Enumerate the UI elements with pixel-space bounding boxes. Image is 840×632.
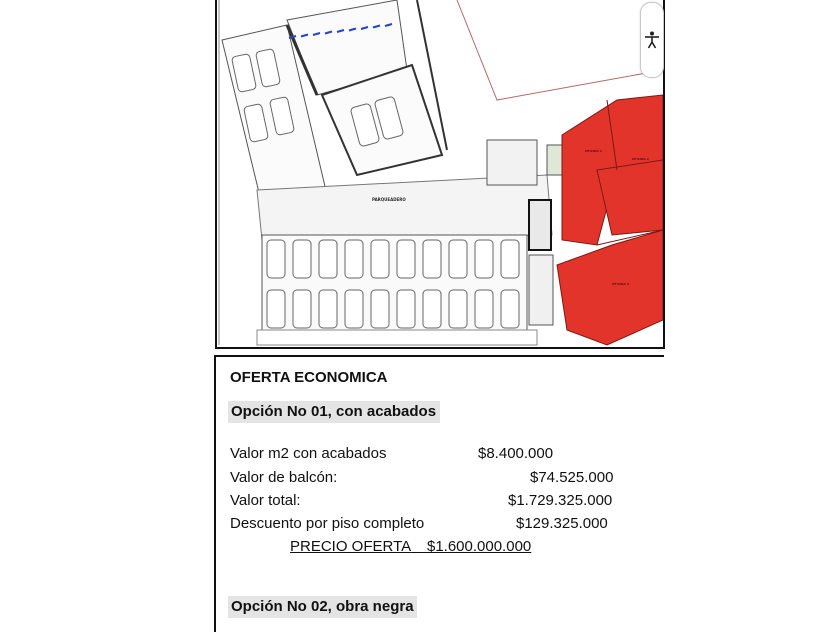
- office-label-3: OFICINA 3: [612, 282, 629, 286]
- parking-car-outline: [371, 290, 389, 328]
- option-2-heading: Opción No 02, obra negra: [228, 596, 417, 618]
- accessibility-person-icon: [644, 31, 660, 49]
- parking-car-outline: [475, 240, 493, 278]
- room-label-parqueadero: PARQUEADERO: [372, 197, 406, 202]
- parking-car-outline: [423, 290, 441, 328]
- floor-plan-image: [215, 0, 665, 349]
- parking-car-outline: [397, 290, 415, 328]
- parking-car-outline: [293, 290, 311, 328]
- offer-row-label: Valor m2 con acabados: [230, 445, 387, 462]
- floor-plan-drawing: [217, 0, 663, 347]
- offer-row-label: Descuento por piso completo: [230, 515, 425, 532]
- offer-row-value: $1.729.325.000: [508, 492, 613, 509]
- offer-row: [230, 469, 650, 489]
- offer-document: [214, 355, 664, 632]
- offer-title: OFERTA ECONOMICA: [230, 369, 388, 386]
- offer-row-label: Valor total:: [230, 492, 301, 509]
- price-value: $1.600.000.000: [426, 538, 532, 555]
- office-label-2: OFICINA 2: [632, 157, 649, 161]
- offer-row: [230, 515, 650, 535]
- parking-car-outline: [397, 240, 415, 278]
- parking-car-outline: [345, 240, 363, 278]
- parking-car-outline: [267, 290, 285, 328]
- price-label: PRECIO OFERTA: [290, 538, 411, 555]
- offer-row: [230, 492, 650, 512]
- offer-row-label: Valor de balcón:: [230, 469, 338, 486]
- accessibility-button[interactable]: [640, 2, 664, 78]
- parking-car-outline: [449, 240, 467, 278]
- parking-car-outline: [371, 240, 389, 278]
- parking-car-outline: [475, 290, 493, 328]
- parking-car-outline: [423, 240, 441, 278]
- offer-row-value: $74.525.000: [530, 469, 614, 486]
- parking-car-outline: [293, 240, 311, 278]
- office-label-1: OFICINA 1: [585, 149, 602, 153]
- parking-car-outline: [267, 240, 285, 278]
- parking-car-outline: [449, 290, 467, 328]
- offer-row-value: $8.400.000: [478, 445, 554, 462]
- parking-car-outline: [319, 240, 337, 278]
- option-1-heading: Opción No 01, con acabados: [228, 401, 440, 423]
- parking-car-outline: [345, 290, 363, 328]
- parking-car-outline: [501, 240, 519, 278]
- offer-row-value: $129.325.000: [516, 515, 608, 532]
- parking-car-outline: [501, 290, 519, 328]
- offer-price: [290, 538, 531, 555]
- parking-car-outline: [319, 290, 337, 328]
- offer-row: [230, 445, 650, 465]
